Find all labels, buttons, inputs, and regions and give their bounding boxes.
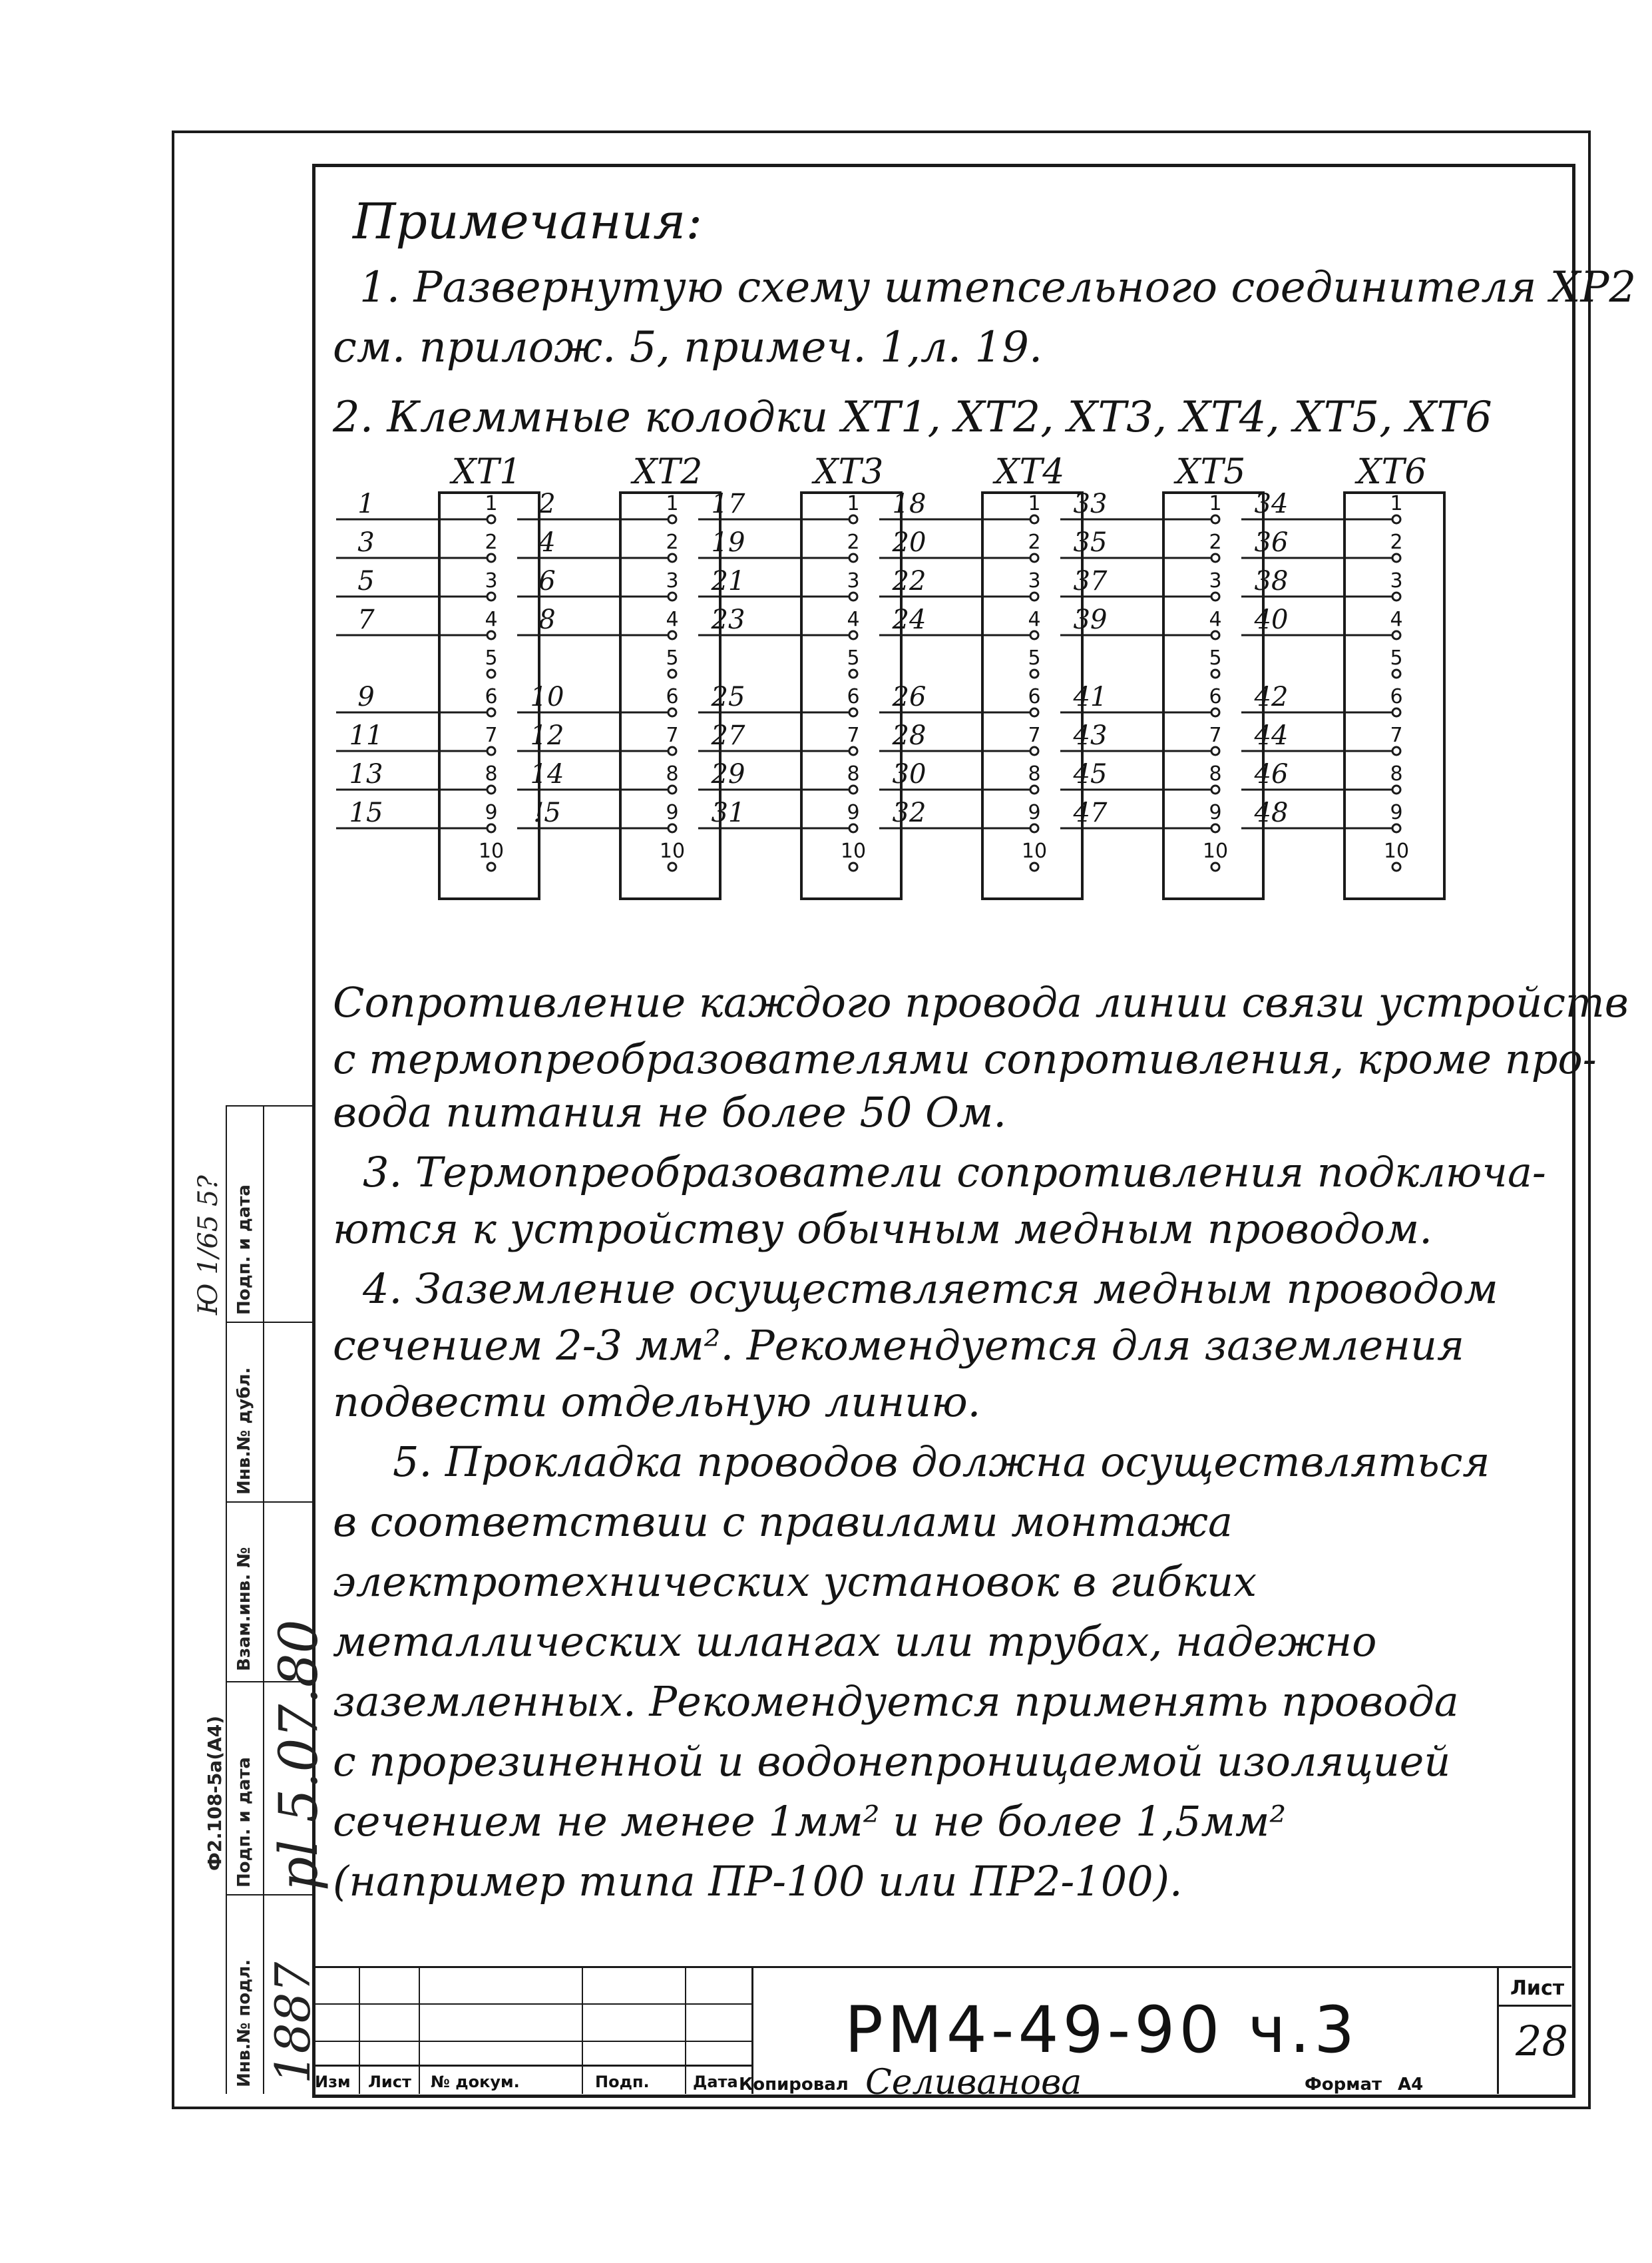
xt6-contact-label: 4	[1390, 608, 1403, 631]
xt1-contact-label: 4	[485, 608, 498, 631]
side-signature-bottom: 1887	[265, 1961, 321, 2084]
xt4-contact-terminal	[1030, 593, 1038, 601]
note-3-line-2: ются к устройству обычным медным проводом.	[333, 1204, 1432, 1253]
xt6-wire-label: 40	[1254, 605, 1289, 635]
xt3-contact-terminal	[849, 747, 857, 755]
note-5-line-2: в соответствии с правилами монтажа	[333, 1497, 1233, 1546]
xt3-contact-terminal	[849, 863, 857, 871]
xt5-contact-label: 7	[1209, 724, 1222, 747]
xt2-contact-label: 7	[666, 724, 679, 747]
note-4-line-3: подвести отдельную линию.	[333, 1378, 981, 1426]
xt4-contact-terminal	[1030, 786, 1038, 794]
xt5-wire-label: 41	[1073, 682, 1108, 712]
xt4-wire-label: 32	[892, 798, 927, 828]
xt3-contact-label: 5	[847, 646, 860, 670]
xt3-contact-terminal	[849, 824, 857, 832]
format-value: А4	[1398, 2075, 1424, 2095]
note-5-line-7: сечением не менее 1мм² и не более 1,5мм²	[333, 1797, 1287, 1846]
xt6-contact-terminal	[1392, 824, 1400, 832]
note-5-line-5: заземленных. Рекомендуется применять провода	[333, 1677, 1459, 1726]
document-code: РМ4-49-90 ч.3	[845, 1993, 1359, 2067]
xt3-wire-label: 19	[711, 527, 745, 558]
xt5-contact-label: 1	[1209, 492, 1222, 515]
xt3-wire-label: 27	[711, 720, 745, 751]
side-inv-podl: Инв.№ подл.	[234, 1959, 254, 2087]
tb-col-izm: Изм	[315, 2073, 351, 2091]
xt2-contact-label: 5	[666, 646, 679, 670]
xt6-contact-terminal	[1392, 863, 1400, 871]
xt6-contact-terminal	[1392, 786, 1400, 794]
xt1-contact-terminal	[487, 631, 495, 639]
sheet-label: Лист	[1510, 1977, 1565, 2000]
side-podp-data-1: Подп. и дата	[234, 1184, 254, 1315]
xt1-contact-label: 9	[485, 801, 498, 824]
note-1-line-1: 1. Развернутую схему штепсельного соединителя XP2	[359, 263, 1637, 312]
xt4-wire-label: 28	[892, 720, 927, 751]
xt2-wire-label: 14	[530, 759, 564, 790]
xt3-contact-label: 6	[847, 685, 860, 708]
xt6-contact-terminal	[1392, 708, 1400, 716]
xt1-contact-label: 3	[485, 569, 498, 593]
xt3-wire-label: 29	[711, 759, 745, 790]
xt2-contact-label: 8	[666, 762, 679, 786]
xt2-contact-terminal	[668, 593, 676, 601]
xt6-contact-terminal	[1392, 747, 1400, 755]
xt1-contact-label: 10	[478, 840, 505, 863]
xt3-contact-label: 4	[847, 608, 860, 631]
xt6-contact-label: 3	[1390, 569, 1403, 593]
xt1-contact-label: 8	[485, 762, 498, 786]
xt5-contact-terminal	[1211, 786, 1219, 794]
xt2-contact-terminal	[668, 670, 676, 678]
xt4-contact-label: 8	[1028, 762, 1041, 786]
xt6-contact-label: 9	[1390, 801, 1403, 824]
xt6-contact-terminal	[1392, 515, 1400, 523]
xt3-contact-label: 7	[847, 724, 860, 747]
xt6-contact-terminal	[1392, 631, 1400, 639]
xt1-contact-label: 5	[485, 646, 498, 670]
xt4-wire-label: 26	[892, 682, 927, 712]
note-1-line-2: см. прилож. 5, примеч. 1,л. 19.	[333, 323, 1043, 372]
xt5-name: XT5	[1175, 452, 1246, 492]
xt1-wire-label: 11	[349, 720, 383, 751]
xt4-wire-label: 20	[892, 527, 927, 558]
xt5-wire-label: 43	[1073, 720, 1108, 751]
xt1-contact-terminal	[487, 863, 495, 871]
xt6-wire-label: 44	[1254, 720, 1289, 751]
xt5-wire-label: 35	[1073, 527, 1108, 558]
xt3-name: XT3	[813, 452, 884, 492]
xt6-contact-label: 10	[1383, 840, 1410, 863]
xt4-contact-label: 9	[1028, 801, 1041, 824]
xt5-contact-terminal	[1211, 631, 1219, 639]
xt6-contact-label: 8	[1390, 762, 1403, 786]
xt3-wire-label: 17	[711, 489, 745, 519]
xt1-wire-label: 1	[357, 489, 375, 519]
xt1-contact-terminal	[487, 824, 495, 832]
xt6-wire-label: 38	[1254, 566, 1289, 597]
xt1-wire-label: 13	[349, 759, 383, 790]
xt3-contact-label: 8	[847, 762, 860, 786]
xt1-wire-label: 5	[357, 566, 375, 597]
xt3-contact-terminal	[849, 708, 857, 716]
note-5-line-6: с прорезиненной и водонепроницаемой изоляцией	[333, 1737, 1451, 1786]
xt4-wire-label: 22	[892, 566, 927, 597]
xt4-contact-terminal	[1030, 670, 1038, 678]
note-3-line-1: 3. Термопреобразователи сопротивления подключа-	[363, 1148, 1546, 1196]
xt6-contact-terminal	[1392, 554, 1400, 562]
xt4-wire-label: 30	[892, 759, 927, 790]
xt3-contact-label: 2	[847, 531, 860, 554]
xt3-wire-label: 31	[711, 798, 745, 828]
xt5-wire-label: 33	[1073, 489, 1108, 519]
xt4-contact-terminal	[1030, 631, 1038, 639]
xt2-contact-label: 1	[666, 492, 679, 515]
xt3-contact-label: 9	[847, 801, 860, 824]
note-4-line-1: 4. Заземление осуществляется медным проводом	[363, 1264, 1498, 1313]
xt4-contact-terminal	[1030, 554, 1038, 562]
xt1-wire-label: 3	[357, 527, 375, 558]
xt5-wire-label: 39	[1073, 605, 1108, 635]
xt1-contact-terminal	[487, 593, 495, 601]
terminal-blocks-svg	[333, 439, 1551, 945]
xt1-contact-terminal	[487, 786, 495, 794]
xt2-contact-label: 2	[666, 531, 679, 554]
xt3-contact-terminal	[849, 554, 857, 562]
xt4-contact-label: 10	[1021, 840, 1048, 863]
xt1-contact-label: 2	[485, 531, 498, 554]
xt6-contact-label: 6	[1390, 685, 1403, 708]
xt5-wire-label: 45	[1073, 759, 1108, 790]
xt5-contact-label: 4	[1209, 608, 1222, 631]
xt2-contact-label: 10	[659, 840, 686, 863]
tb-col-list: Лист	[368, 2073, 411, 2091]
xt5-contact-label: 6	[1209, 685, 1222, 708]
side-vzam-inv: Взам.инв. №	[234, 1547, 254, 1671]
xt1-contact-terminal	[487, 515, 495, 523]
xt1-contact-terminal	[487, 708, 495, 716]
xt5-contact-label: 3	[1209, 569, 1222, 593]
xt3-wire-label: 23	[711, 605, 745, 635]
notes-title: Примечания:	[353, 193, 703, 250]
xt1-wire-label: 15	[349, 798, 383, 828]
xt6-contact-terminal	[1392, 670, 1400, 678]
xt4-contact-label: 6	[1028, 685, 1041, 708]
note-2-heading: 2. Клеммные колодки XT1, XT2, XT3, XT4, XT5, XT6	[333, 393, 1492, 442]
side-signature-mid: pl 5.07.80	[268, 1619, 329, 1891]
xt5-contact-label: 8	[1209, 762, 1222, 786]
xt5-contact-terminal	[1211, 747, 1219, 755]
xt4-contact-label: 3	[1028, 569, 1041, 593]
xt5-contact-terminal	[1211, 515, 1219, 523]
xt3-contact-terminal	[849, 786, 857, 794]
note-5-line-1: 5. Прокладка проводов должна осуществляться	[393, 1437, 1490, 1486]
side-form-code: Ф2.108-5а(А4)	[204, 1715, 226, 1871]
xt6-contact-terminal	[1392, 593, 1400, 601]
xt2-wire-label: 12	[530, 720, 564, 751]
xt2-wire-label: 4	[538, 527, 556, 558]
xt3-contact-label: 3	[847, 569, 860, 593]
xt6-wire-label: 48	[1254, 798, 1289, 828]
xt2-contact-terminal	[668, 786, 676, 794]
xt4-name: XT4	[994, 452, 1065, 492]
xt5-contact-terminal	[1211, 554, 1219, 562]
xt4-contact-label: 7	[1028, 724, 1041, 747]
xt2-contact-label: 6	[666, 685, 679, 708]
xt2-contact-terminal	[668, 747, 676, 755]
xt2-contact-terminal	[668, 515, 676, 523]
xt6-wire-label: 46	[1254, 759, 1289, 790]
xt4-contact-label: 2	[1028, 531, 1041, 554]
xt4-wire-label: 18	[892, 489, 927, 519]
xt2-contact-label: 3	[666, 569, 679, 593]
xt4-contact-terminal	[1030, 863, 1038, 871]
xt2-contact-terminal	[668, 824, 676, 832]
xt3-contact-terminal	[849, 593, 857, 601]
tb-col-docnum: № докум.	[431, 2073, 520, 2091]
xt2-contact-terminal	[668, 631, 676, 639]
xt2-contact-terminal	[668, 554, 676, 562]
side-inv-dubl: Инв.№ дубл.	[234, 1367, 254, 1495]
xt4-contact-label: 1	[1028, 492, 1041, 515]
side-podp-data-2: Подп. и дата	[234, 1757, 254, 1887]
note-5-line-8: (например типа ПР-100 или ПР2-100).	[333, 1857, 1183, 1905]
side-signature-top: Ю 1/65 5?	[193, 1175, 224, 1315]
resist-line-1: Сопротивление каждого провода линии связи устройств	[333, 978, 1629, 1027]
xt5-contact-terminal	[1211, 670, 1219, 678]
xt2-contact-label: 4	[666, 608, 679, 631]
xt1-contact-terminal	[487, 670, 495, 678]
xt4-contact-terminal	[1030, 824, 1038, 832]
xt4-contact-label: 5	[1028, 646, 1041, 670]
xt1-contact-label: 6	[485, 685, 498, 708]
resist-line-2: с термопреобразователями сопротивления, кроме про-	[333, 1035, 1597, 1083]
xt2-wire-label: !5	[533, 798, 561, 828]
xt1-contact-label: 7	[485, 724, 498, 747]
tb-col-podp: Подп.	[595, 2073, 650, 2091]
note-4-line-2: сечением 2-3 мм². Рекомендуется для заземления	[333, 1321, 1465, 1370]
xt4-contact-terminal	[1030, 515, 1038, 523]
xt3-wire-label: 25	[711, 682, 745, 712]
xt5-contact-label: 10	[1202, 840, 1229, 863]
xt2-wire-label: 6	[538, 566, 556, 597]
sheet-number: 28	[1516, 2017, 1568, 2065]
xt5-contact-terminal	[1211, 593, 1219, 601]
xt6-wire-label: 36	[1254, 527, 1289, 558]
xt1-wire-label: 9	[357, 682, 375, 712]
xt3-contact-terminal	[849, 631, 857, 639]
xt6-contact-label: 5	[1390, 646, 1403, 670]
xt2-wire-label: 8	[538, 605, 556, 635]
xt6-contact-label: 2	[1390, 531, 1403, 554]
xt3-contact-terminal	[849, 515, 857, 523]
xt2-contact-label: 9	[666, 801, 679, 824]
xt4-contact-terminal	[1030, 747, 1038, 755]
note-5-line-3: электротехнических установок в гибких	[333, 1557, 1257, 1606]
resist-line-3: вода питания не более 50 Ом.	[333, 1088, 1007, 1136]
note-5-line-4: металлических шлангах или трубах, надежно	[333, 1617, 1377, 1666]
xt1-name: XT1	[451, 452, 522, 492]
xt6-contact-label: 7	[1390, 724, 1403, 747]
format-label: Формат	[1305, 2075, 1382, 2095]
tb-col-data: Дата	[693, 2073, 738, 2091]
xt1-contact-terminal	[487, 554, 495, 562]
terminal-blocks-diagram	[333, 439, 1551, 945]
xt5-contact-label: 2	[1209, 531, 1222, 554]
xt2-wire-label: 10	[530, 682, 564, 712]
xt2-wire-label: 2	[538, 489, 556, 519]
xt3-contact-label: 1	[847, 492, 860, 515]
xt3-wire-label: 21	[711, 566, 745, 597]
xt6-wire-label: 34	[1254, 489, 1289, 519]
xt6-wire-label: 42	[1254, 682, 1289, 712]
xt6-name: XT6	[1356, 452, 1427, 492]
xt1-contact-terminal	[487, 747, 495, 755]
xt4-contact-label: 4	[1028, 608, 1041, 631]
xt1-wire-label: 7	[357, 605, 375, 635]
xt2-name: XT2	[632, 452, 703, 492]
xt5-contact-terminal	[1211, 708, 1219, 716]
xt5-contact-label: 5	[1209, 646, 1222, 670]
xt5-wire-label: 47	[1073, 798, 1108, 828]
xt6-contact-label: 1	[1390, 492, 1403, 515]
xt5-contact-terminal	[1211, 824, 1219, 832]
copied-name: Селиванова	[865, 2063, 1082, 2103]
xt3-contact-label: 10	[840, 840, 867, 863]
xt2-contact-terminal	[668, 863, 676, 871]
copied-label: Копировал	[739, 2075, 849, 2095]
xt2-contact-terminal	[668, 708, 676, 716]
xt4-contact-terminal	[1030, 708, 1038, 716]
xt4-wire-label: 24	[892, 605, 927, 635]
xt5-contact-terminal	[1211, 863, 1219, 871]
xt5-contact-label: 9	[1209, 801, 1222, 824]
xt3-contact-terminal	[849, 670, 857, 678]
xt1-contact-label: 1	[485, 492, 498, 515]
xt5-wire-label: 37	[1073, 566, 1108, 597]
